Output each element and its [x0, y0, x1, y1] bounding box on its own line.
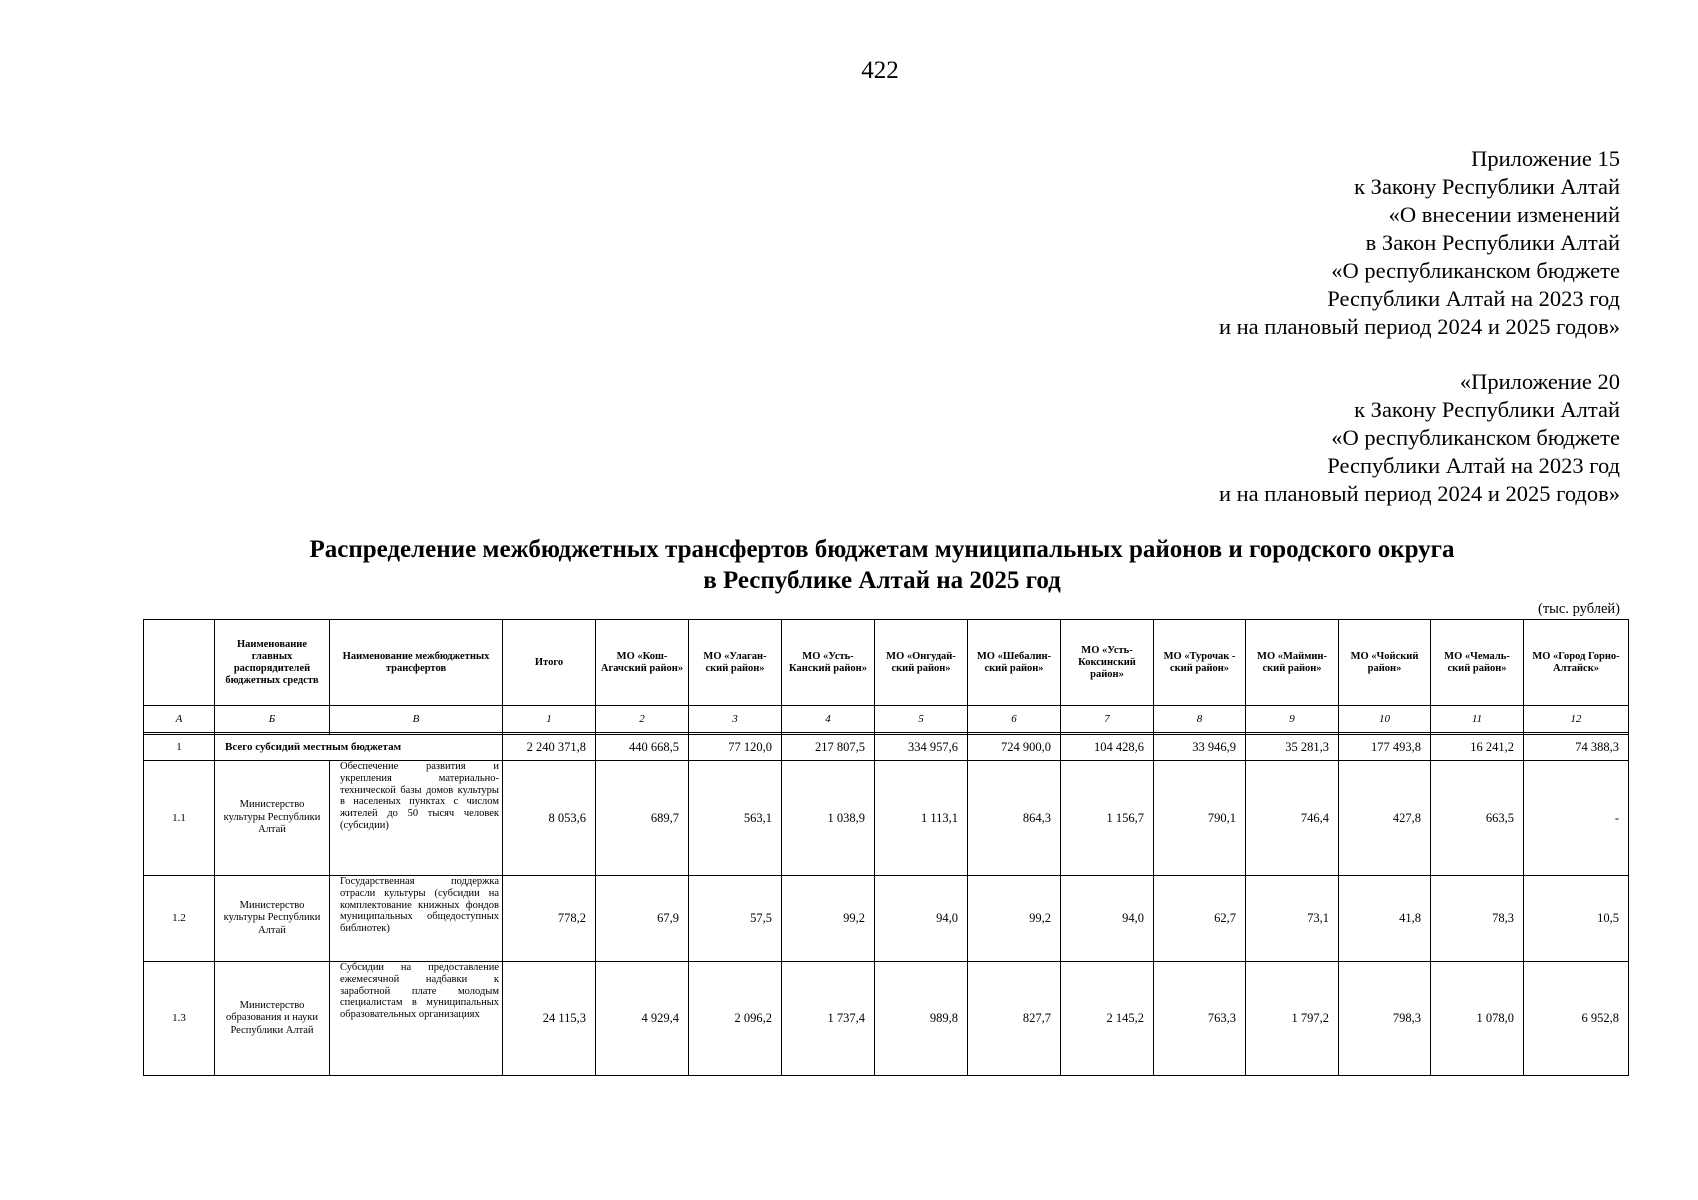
row-code: 1	[144, 735, 215, 761]
appendix-line: «О республиканском бюджете	[1331, 425, 1620, 450]
appendix-line: Приложение 15	[1471, 146, 1620, 171]
transfers-table	[143, 619, 1629, 1076]
total-label: Всего субсидий местным бюджетам	[215, 735, 503, 761]
appendix-line: «О республиканском бюджете	[1331, 258, 1620, 283]
column-index: 4	[782, 706, 875, 733]
amount-cell: 78,3	[1431, 876, 1524, 962]
column-header	[144, 620, 215, 706]
document-title	[132, 534, 1632, 596]
administrator-cell: Министерство культуры Республики Алтай	[215, 761, 330, 876]
amount-cell: 6 952,8	[1524, 962, 1629, 1076]
amount-cell: 10,5	[1524, 876, 1629, 962]
column-index: Б	[215, 706, 330, 733]
appendix-20-reference	[1219, 368, 1620, 508]
column-header: МО «Шебалин-ский район»	[968, 620, 1061, 706]
total-value: 104 428,6	[1061, 735, 1154, 761]
column-index: 5	[875, 706, 968, 733]
column-header: Наименование главных распорядителей бюджетных средств	[215, 620, 330, 706]
column-header: Наименование межбюджетных трансфертов	[330, 620, 503, 706]
appendix-line: к Закону Республики Алтай	[1354, 397, 1620, 422]
amount-cell: 94,0	[1061, 876, 1154, 962]
column-header: Итого	[503, 620, 596, 706]
column-header: МО «Онгудай-ский район»	[875, 620, 968, 706]
amount-cell: 73,1	[1246, 876, 1339, 962]
column-index: 11	[1431, 706, 1524, 733]
total-value: 440 668,5	[596, 735, 689, 761]
column-header: МО «Турочак - ский район»	[1154, 620, 1246, 706]
row-code: 1.1	[144, 761, 215, 876]
appendix-line: и на плановый период 2024 и 2025 годов»	[1218, 481, 1620, 506]
amount-cell: -	[1524, 761, 1629, 876]
amount-cell: 41,8	[1339, 876, 1431, 962]
page-number: 422	[861, 57, 899, 84]
amount-cell: 563,1	[689, 761, 782, 876]
amount-cell: 24 115,3	[503, 962, 596, 1076]
amount-cell: 746,4	[1246, 761, 1339, 876]
column-index-row	[144, 706, 1629, 733]
amount-cell: 1 113,1	[875, 761, 968, 876]
appendix-line: к Закону Республики Алтай	[1354, 174, 1620, 199]
column-index: 1	[503, 706, 596, 733]
amount-cell: 1 737,4	[782, 962, 875, 1076]
column-index: 2	[596, 706, 689, 733]
column-header: МО «Маймин-ский район»	[1246, 620, 1339, 706]
appendix-line: в Закон Республики Алтай	[1365, 230, 1620, 255]
total-value: 217 807,5	[782, 735, 875, 761]
column-index: А	[144, 706, 215, 733]
appendix-line: и на плановый период 2024 и 2025 годов»	[1218, 314, 1620, 339]
appendix-line: Республики Алтай на 2023 год	[1327, 453, 1620, 478]
column-index: 8	[1154, 706, 1246, 733]
amount-cell: 427,8	[1339, 761, 1431, 876]
row-code: 1.3	[144, 962, 215, 1076]
appendix-line: «Приложение 20	[1459, 369, 1620, 394]
amount-cell: 798,3	[1339, 962, 1431, 1076]
amount-cell: 864,3	[968, 761, 1061, 876]
appendix-line: Республики Алтай на 2023 год	[1327, 286, 1620, 311]
transfer-name-cell: Государственная поддержка отрасли культуры (субсидии на комплектование книжных фондов муниципальных общедоступных библиотек)	[330, 876, 503, 962]
amount-cell: 62,7	[1154, 876, 1246, 962]
amount-cell: 99,2	[968, 876, 1061, 962]
amount-cell: 663,5	[1431, 761, 1524, 876]
column-index: 3	[689, 706, 782, 733]
column-index: 7	[1061, 706, 1154, 733]
amount-cell: 4 929,4	[596, 962, 689, 1076]
administrator-cell: Министерство культуры Республики Алтай	[215, 876, 330, 962]
total-row	[144, 735, 1629, 761]
column-index: 6	[968, 706, 1061, 733]
column-index: 12	[1524, 706, 1629, 733]
amount-cell: 57,5	[689, 876, 782, 962]
column-index: 9	[1246, 706, 1339, 733]
total-value: 74 388,3	[1524, 735, 1629, 761]
total-value: 724 900,0	[968, 735, 1061, 761]
total-value: 2 240 371,8	[503, 735, 596, 761]
title-line-2: в Республике Алтай на 2025 год	[703, 567, 1061, 594]
total-value: 334 957,6	[875, 735, 968, 761]
column-header: МО «Город Горно-Алтайск»	[1524, 620, 1629, 706]
amount-cell: 8 053,6	[503, 761, 596, 876]
amount-cell: 989,8	[875, 962, 968, 1076]
amount-cell: 1 156,7	[1061, 761, 1154, 876]
administrator-cell: Министерство образования и науки Республики Алтай	[215, 962, 330, 1076]
column-header: МО «Улаган-ский район»	[689, 620, 782, 706]
total-value: 16 241,2	[1431, 735, 1524, 761]
row-code: 1.2	[144, 876, 215, 962]
transfer-name-cell: Обеспечение развития и укрепления материально-технической базы домов культуры в населеных пунктах с числом жителей до 50 тысяч человек (субсидии)	[330, 761, 503, 876]
table-row	[144, 761, 1629, 876]
amount-cell: 94,0	[875, 876, 968, 962]
table-row	[144, 876, 1629, 962]
total-value: 177 493,8	[1339, 735, 1431, 761]
table-row	[144, 962, 1629, 1076]
transfer-name-cell: Субсидии на предоставление ежемесячной надбавки к заработной плате молодым специалистам в муниципальных образовательных организациях	[330, 962, 503, 1076]
amount-cell: 1 038,9	[782, 761, 875, 876]
header-row	[144, 620, 1629, 706]
column-header: МО «Кош-Агачский район»	[596, 620, 689, 706]
amount-cell: 763,3	[1154, 962, 1246, 1076]
appendix-line: «О внесении изменений	[1388, 202, 1620, 227]
column-index: 10	[1339, 706, 1431, 733]
amount-cell: 778,2	[503, 876, 596, 962]
column-header: МО «Чойский район»	[1339, 620, 1431, 706]
total-value: 33 946,9	[1154, 735, 1246, 761]
amount-cell: 790,1	[1154, 761, 1246, 876]
column-header: МО «Чемаль-ский район»	[1431, 620, 1524, 706]
amount-cell: 689,7	[596, 761, 689, 876]
amount-cell: 1 078,0	[1431, 962, 1524, 1076]
amount-cell: 827,7	[968, 962, 1061, 1076]
amount-cell: 2 096,2	[689, 962, 782, 1076]
unit-note: (тыс. рублей)	[1538, 601, 1620, 617]
total-value: 35 281,3	[1246, 735, 1339, 761]
amount-cell: 67,9	[596, 876, 689, 962]
appendix-15-reference	[1219, 145, 1620, 341]
amount-cell: 1 797,2	[1246, 962, 1339, 1076]
amount-cell: 2 145,2	[1061, 962, 1154, 1076]
column-header: МО «Усть-Коксинский район»	[1061, 620, 1154, 706]
total-value: 77 120,0	[689, 735, 782, 761]
title-line-1: Распределение межбюджетных трансфертов бюджетам муниципальных районов и городского округа	[309, 536, 1455, 563]
column-header: МО «Усть-Канский район»	[782, 620, 875, 706]
column-index: В	[330, 706, 503, 733]
amount-cell: 99,2	[782, 876, 875, 962]
